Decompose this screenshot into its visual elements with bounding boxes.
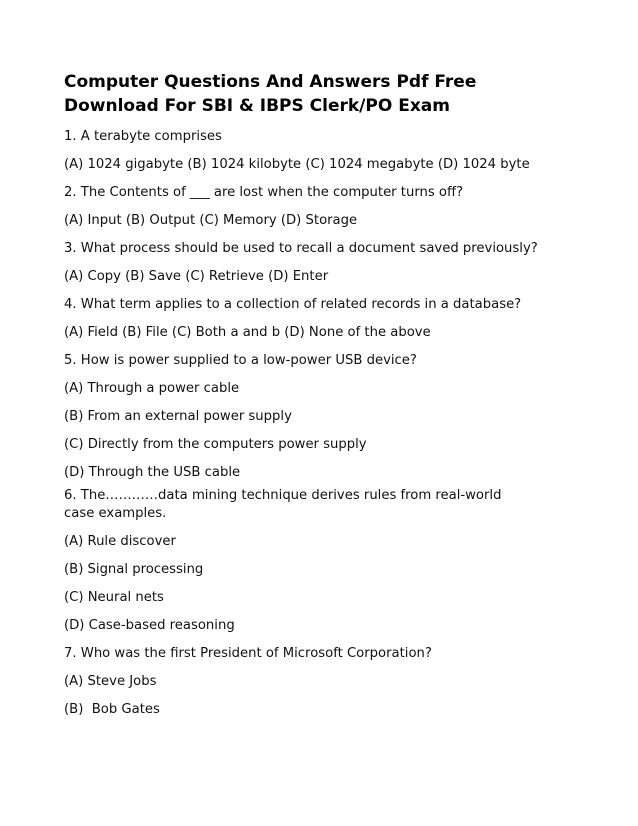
question-5-option-c: (C) Directly from the computers power supply	[64, 437, 367, 452]
page-title	[64, 70, 584, 118]
question-6-option-d: (D) Case-based reasoning	[64, 618, 235, 633]
question-5-option-b: (B) From an external power supply	[64, 409, 292, 424]
title-line-2: Download For SBI & IBPS Clerk/PO Exam	[64, 96, 450, 116]
question-7-option-b: (B) Bob Gates	[64, 702, 160, 717]
question-2-options: (A) Input (B) Output (C) Memory (D) Storage	[64, 213, 358, 228]
question-7: 7. Who was the first President of Microsoft Corporation?	[64, 646, 432, 661]
question-6-option-b: (B) Signal processing	[64, 562, 204, 577]
question-3: 3. What process should be used to recall a document saved previously?	[64, 241, 538, 256]
question-2: 2. The Contents of ___ are lost when the computer turns off?	[64, 185, 464, 200]
question-5-option-a: (A) Through a power cable	[64, 381, 240, 396]
title-line-1: Computer Questions And Answers Pdf Free	[64, 72, 477, 92]
question-4-options: (A) Field (B) File (C) Both a and b (D) None of the above	[64, 325, 431, 340]
question-3-options: (A) Copy (B) Save (C) Retrieve (D) Enter	[64, 269, 329, 284]
question-5-option-d: (D) Through the USB cable	[64, 465, 241, 480]
question-6: 6. The…………data mining technique derives rules from real-world case examples.	[64, 488, 502, 521]
question-6-option-c: (C) Neural nets	[64, 590, 164, 605]
question-7-option-a: (A) Steve Jobs	[64, 674, 157, 689]
question-6-option-a: (A) Rule discover	[64, 534, 176, 549]
question-1-options: (A) 1024 gigabyte (B) 1024 kilobyte (C) 1024 megabyte (D) 1024 byte	[64, 157, 530, 172]
question-5: 5. How is power supplied to a low-power USB device?	[64, 353, 417, 368]
question-1: 1. A terabyte comprises	[64, 129, 222, 144]
document-content	[64, 70, 584, 729]
question-4: 4. What term applies to a collection of related records in a database?	[64, 297, 522, 312]
